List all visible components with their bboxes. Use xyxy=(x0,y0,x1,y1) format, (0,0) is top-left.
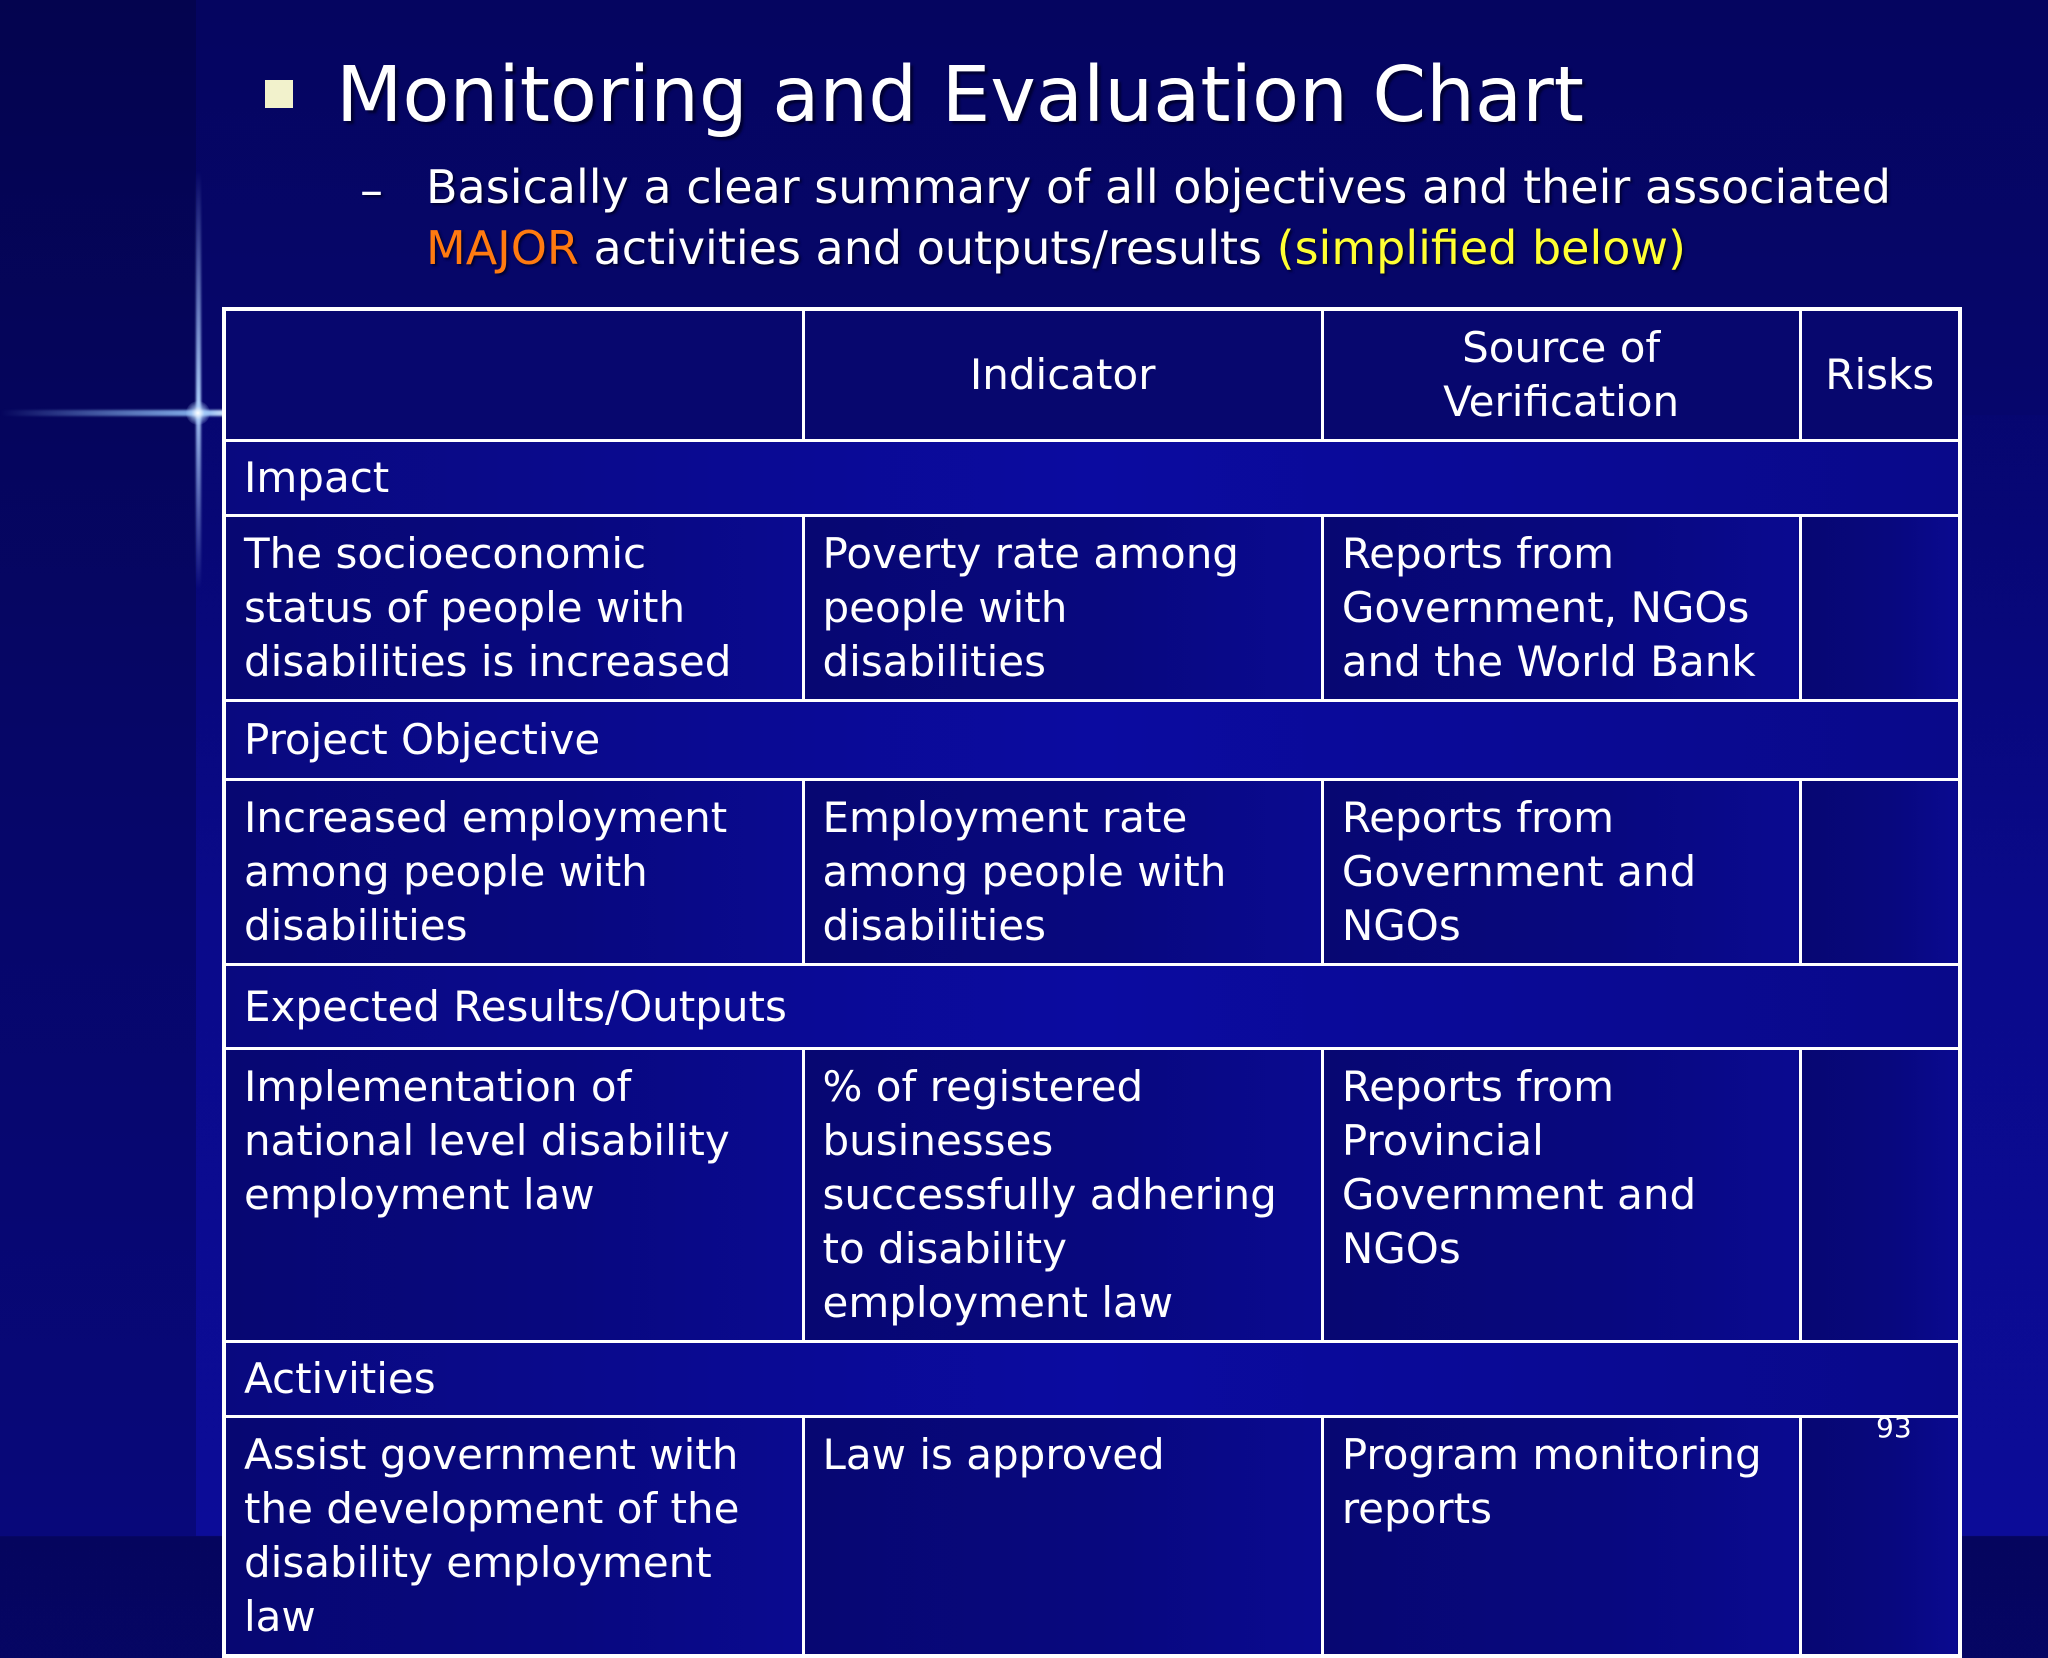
cell-indicator: Law is approved xyxy=(803,1417,1322,1657)
section-row-expected-results xyxy=(224,965,1960,1049)
subtitle-note: (simplified below) xyxy=(1276,221,1686,275)
square-bullet-icon xyxy=(265,80,293,108)
section-row-project-objective xyxy=(224,701,1960,780)
subtitle-highlight-major: MAJOR xyxy=(426,221,579,275)
monitoring-evaluation-table xyxy=(222,307,1962,1658)
cell-risks xyxy=(1800,780,1960,965)
section-label: Expected Results/Outputs xyxy=(224,965,1960,1049)
section-label: Activities xyxy=(224,1342,1960,1417)
dash-bullet: – xyxy=(360,163,383,217)
left-background-band xyxy=(0,0,196,1536)
table-row xyxy=(224,1049,1960,1342)
section-label: Project Objective xyxy=(224,701,1960,780)
subtitle-text-1: Basically a clear summary of all objectives and their associated xyxy=(426,160,1891,214)
cell-source: Reports from Government and NGOs xyxy=(1322,780,1800,965)
header-cell-risks: Risks xyxy=(1800,309,1960,441)
table-row xyxy=(224,780,1960,965)
cell-risks xyxy=(1800,1049,1960,1342)
slide-subtitle xyxy=(426,157,1966,279)
cell-indicator: Poverty rate among people with disabilities xyxy=(803,516,1322,701)
cell-risks xyxy=(1800,1417,1960,1657)
cell-indicator: Employment rate among people with disabilities xyxy=(803,780,1322,965)
section-row-activities xyxy=(224,1342,1960,1417)
cell-description: Assist government with the development of the disability employment law xyxy=(224,1417,803,1657)
section-label: Impact xyxy=(224,441,1960,516)
table-row xyxy=(224,1417,1960,1657)
header-cell-source-of-verification: Source of Verification xyxy=(1322,309,1800,441)
light-flare-vertical xyxy=(196,170,201,590)
header-cell-empty xyxy=(224,309,803,441)
slide-title: Monitoring and Evaluation Chart xyxy=(336,51,1584,140)
cell-source: Reports from Provincial Government and NGOs xyxy=(1322,1049,1800,1342)
cell-source: Program monitoring reports xyxy=(1322,1417,1800,1657)
page-number: 93 xyxy=(1876,1411,1912,1444)
cell-risks xyxy=(1800,516,1960,701)
header-cell-indicator: Indicator xyxy=(803,309,1322,441)
cell-description: Increased employment among people with disabilities xyxy=(224,780,803,965)
subtitle-text-2: activities and outputs/results xyxy=(578,221,1277,275)
table-header-row xyxy=(224,309,1960,441)
table-row xyxy=(224,516,1960,701)
cell-description: Implementation of national level disability employment law xyxy=(224,1049,803,1342)
light-flare-center xyxy=(186,401,210,425)
section-row-impact xyxy=(224,441,1960,516)
cell-description: The socioeconomic status of people with disabilities is increased xyxy=(224,516,803,701)
cell-source: Reports from Government, NGOs and the World Bank xyxy=(1322,516,1800,701)
cell-indicator: % of registered businesses successfully adhering to disability employment law xyxy=(803,1049,1322,1342)
